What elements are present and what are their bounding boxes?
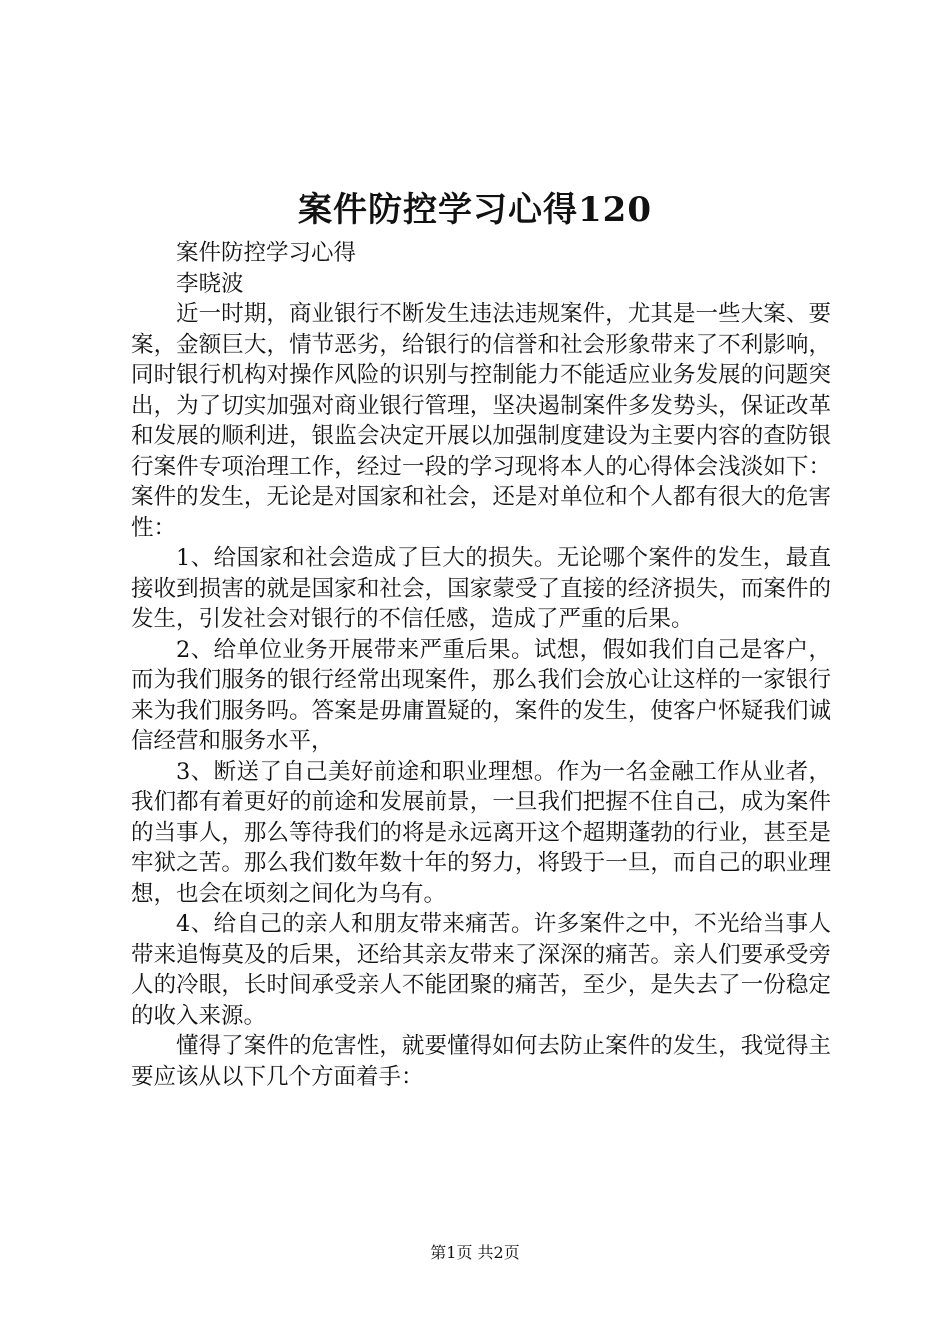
conclusion-paragraph: 懂得了案件的危害性，就要懂得如何去防止案件的发生，我觉得主要应该从以下几个方面着手： — [131, 1033, 831, 1090]
intro-paragraph: 近一时期，商业银行不断发生违法违规案件，尤其是一些大案、要案，金额巨大，情节恶劣，给银行的信誉和社会形象带来了不利影响，同时银行机构对操作风险的识别与控制能力不能适应业务发展的问题突出，为了切实加强对商业银行管理，坚决遏制案件多发势头，保证改革和发展的顺利进，银监会决定开展以加强制度建设为主要内容的查防银行案件专项治理工作，经过一段的学习现将本人的心得体会浅淡如下：案件的发生，无论是对国家和社会，还是对单位和个人都有很大的危害性： — [131, 301, 831, 541]
subtitle-paragraph: 案件防控学习心得 — [176, 240, 357, 266]
document-body — [131, 238, 831, 1092]
author-paragraph: 李晓波 — [176, 270, 244, 297]
point-3-paragraph: 3、断送了自己美好前途和职业理想。作为一名金融工作从业者，我们都有着更好的前途和发展前景，一旦我们把握不住自己，成为案件的当事人，那么等待我们的将是永远离开这个超期蓬勃的行业，甚至是牢狱之苦。那么我们数年数十年的努力，将毁于一旦，而自己的职业理想，也会在顷刻之间化为乌有。 — [131, 758, 831, 907]
point-2-paragraph: 2、给单位业务开展带来严重后果。试想，假如我们自己是客户，而为我们服务的银行经常出现案件，那么我们会放心让这样的一家银行来为我们服务吗。答案是毋庸置疑的，案件的发生，使客户怀疑我们诚信经营和服务水平， — [131, 636, 831, 754]
point-4-paragraph: 4、给自己的亲人和朋友带来痛苦。许多案件之中，不光给当事人带来追悔莫及的后果，还给其亲友带来了深深的痛苦。亲人们要承受旁人的冷眼，长时间承受亲人不能团聚的痛苦，至少，是失去了一份稳定的收入来源。 — [131, 911, 831, 1029]
point-1-paragraph: 1、给国家和社会造成了巨大的损失。无论哪个案件的发生，最直接收到损害的就是国家和社会，国家蒙受了直接的经济损失，而案件的发生，引发社会对银行的不信任感，造成了严重的后果。 — [131, 545, 831, 632]
document-title: 案件防控学习心得120 — [298, 190, 652, 230]
page-number-footer: 第1页 共2页 — [430, 1243, 520, 1262]
